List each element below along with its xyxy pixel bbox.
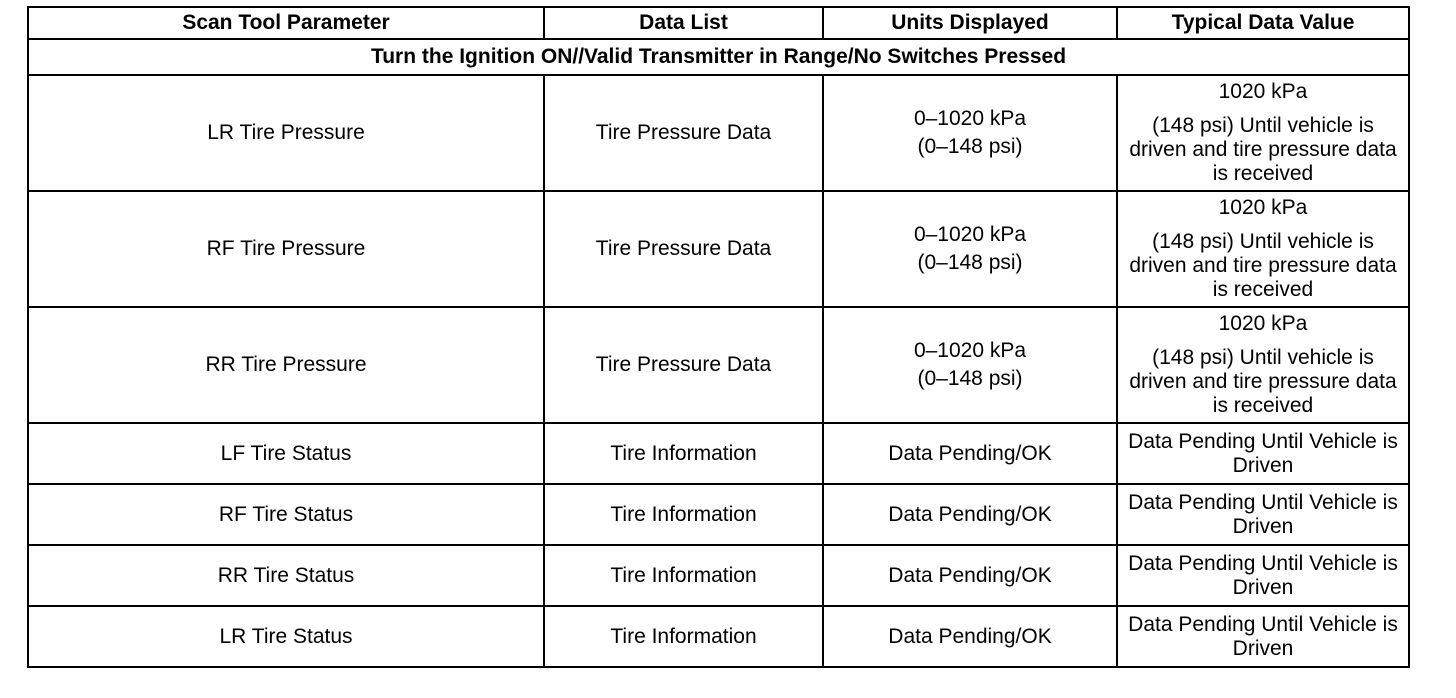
cell-parameter: RF Tire Pressure [28,191,544,307]
table-row [28,191,1409,307]
scan-tool-data-table [27,6,1410,668]
units-kpa: 0–1020 kPa [913,339,1027,362]
cell-units: Data Pending/OK [823,606,1117,667]
cell-units [823,191,1117,307]
cell-data-list: Tire Pressure Data [544,307,823,423]
table-row [28,307,1409,423]
header-row [28,7,1409,39]
cell-units [823,307,1117,423]
units-psi: (0–148 psi) [917,251,1023,274]
section-row [28,39,1409,75]
table-row [28,606,1409,667]
typical-kpa: 1020 kPa [1218,80,1308,103]
cell-typical [1117,545,1409,606]
cell-units: Data Pending/OK [823,545,1117,606]
typical-note: (148 psi) Until vehicle is driven and tire pressure data is received [1129,346,1397,417]
cell-typical [1117,191,1409,307]
typical-kpa: 1020 kPa [1218,196,1308,219]
table-row [28,75,1409,191]
header-data-list: Data List [544,7,823,39]
cell-typical [1117,484,1409,545]
table-row [28,545,1409,606]
table-row [28,484,1409,545]
cell-parameter: RR Tire Pressure [28,307,544,423]
cell-parameter: RF Tire Status [28,484,544,545]
units-psi: (0–148 psi) [917,367,1023,390]
section-title: Turn the Ignition ON//Valid Transmitter in Range/No Switches Pressed [28,39,1409,75]
cell-typical [1117,75,1409,191]
cell-parameter: LF Tire Status [28,423,544,484]
typical-kpa: 1020 kPa [1218,312,1308,335]
typical-status: Data Pending Until Vehicle is Driven [1128,551,1398,599]
typical-status: Data Pending Until Vehicle is Driven [1128,612,1398,660]
cell-parameter: RR Tire Status [28,545,544,606]
cell-parameter: LR Tire Pressure [28,75,544,191]
cell-data-list: Tire Pressure Data [544,191,823,307]
header-typical-data-value: Typical Data Value [1117,7,1409,39]
typical-status: Data Pending Until Vehicle is Driven [1128,429,1398,477]
cell-data-list: Tire Information [544,545,823,606]
cell-typical [1117,307,1409,423]
cell-units [823,75,1117,191]
cell-units: Data Pending/OK [823,423,1117,484]
units-kpa: 0–1020 kPa [913,107,1027,130]
cell-units: Data Pending/OK [823,484,1117,545]
cell-data-list: Tire Information [544,423,823,484]
cell-data-list: Tire Pressure Data [544,75,823,191]
units-psi: (0–148 psi) [917,135,1023,158]
table-row [28,423,1409,484]
cell-data-list: Tire Information [544,606,823,667]
cell-data-list: Tire Information [544,484,823,545]
cell-typical [1117,423,1409,484]
typical-note: (148 psi) Until vehicle is driven and tire pressure data is received [1129,230,1397,301]
typical-note: (148 psi) Until vehicle is driven and tire pressure data is received [1129,114,1397,185]
typical-status: Data Pending Until Vehicle is Driven [1128,490,1398,538]
units-kpa: 0–1020 kPa [913,223,1027,246]
header-units-displayed: Units Displayed [823,7,1117,39]
cell-parameter: LR Tire Status [28,606,544,667]
cell-typical [1117,606,1409,667]
header-scan-tool-parameter: Scan Tool Parameter [28,7,544,39]
